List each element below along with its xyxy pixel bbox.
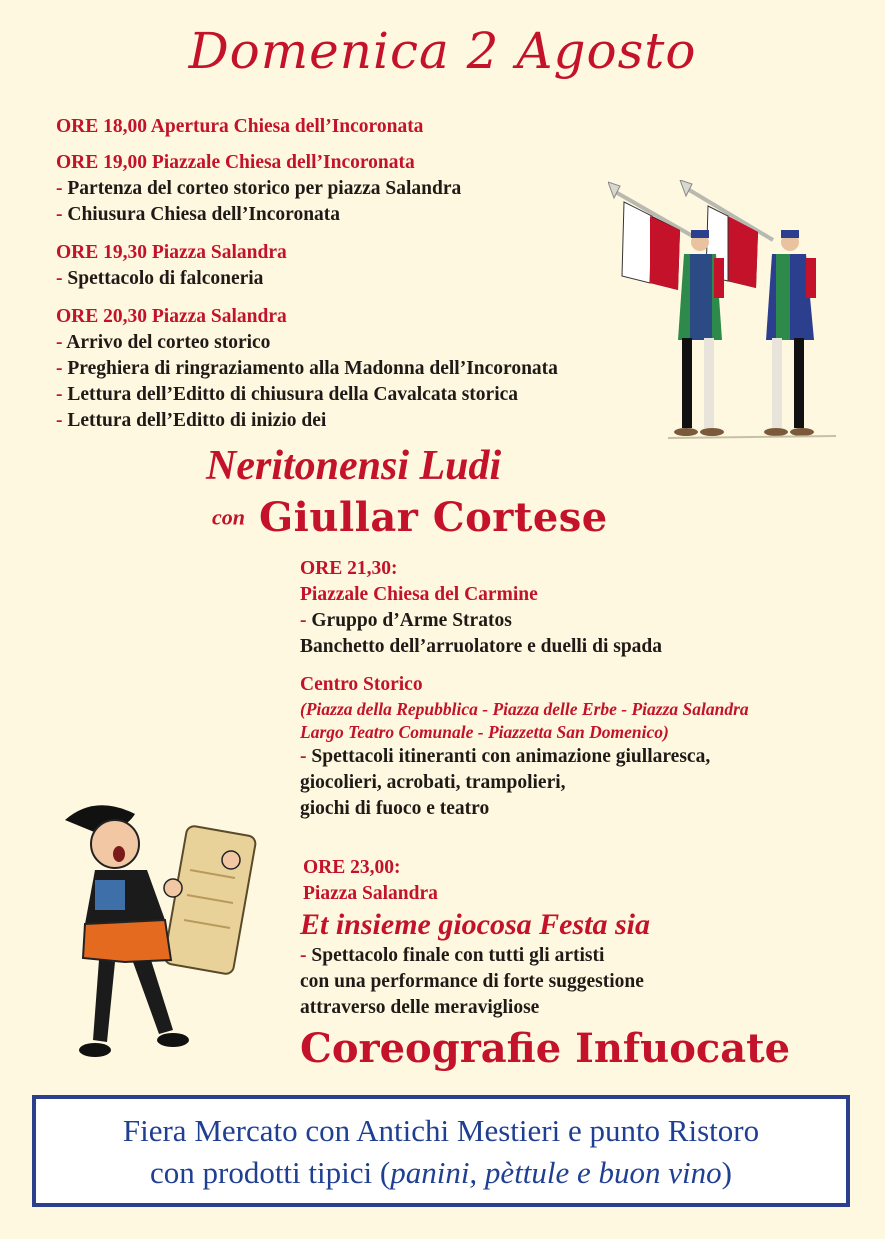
giullar-line (212, 494, 608, 541)
block-item: - Spettacolo finale con tutti gli artisti (300, 945, 605, 966)
block-2300 (300, 855, 650, 1021)
ludi-title: Neritonensi Ludi (206, 443, 502, 489)
block-line: giochi di fuoco e teatro (300, 798, 490, 819)
trumpeters-illustration (608, 180, 838, 450)
block-line: giocolieri, acrobati, trampolieri, (300, 772, 566, 793)
schedule-time: ORE 19,00 Piazzale Chiesa dell’Incoronata (56, 152, 415, 173)
block-line: con una performance di forte suggestione (300, 971, 644, 992)
schedule-item: - Lettura dell’Editto di inizio dei (56, 410, 327, 431)
schedule-item: - Spettacolo di falconeria (56, 268, 264, 289)
block-item: - Spettacoli itineranti con animazione giullaresca, (300, 746, 711, 767)
schedule-item: - Partenza del corteo storico per piazza Salandra (56, 178, 462, 199)
block-line: attraverso delle meravigliose (300, 997, 540, 1018)
schedule-item: - Preghiera di ringraziamento alla Madonna dell’Incoronata (56, 358, 558, 379)
block-item: - Gruppo d’Arme Stratos (300, 610, 512, 631)
schedule-2030 (56, 304, 558, 434)
schedule-item: - Lettura dell’Editto di chiusura della Cavalcata storica (56, 384, 519, 405)
block-time: ORE 21,30: (300, 558, 398, 579)
schedule-1900 (56, 150, 461, 228)
fiera-line2: con prodotti tipici (panini, pèttule e buon vino) (149, 1155, 732, 1190)
block-time: ORE 23,00: (303, 857, 401, 878)
block-detail: Banchetto dell’arruolatore e duelli di spada (300, 636, 663, 657)
schedule-item: - Chiusura Chiesa dell’Incoronata (56, 204, 341, 225)
block-places: (Piazza della Repubblica - Piazza delle Erbe - Piazza Salandra (300, 699, 749, 719)
block-title: Centro Storico (300, 674, 423, 695)
con-label: con (212, 504, 245, 530)
schedule-time: ORE 20,30 Piazza Salandra (56, 306, 287, 327)
schedule-item: - Arrivo del corteo storico (56, 332, 271, 353)
block-2130 (300, 556, 662, 660)
block-place: Piazzale Chiesa del Carmine (300, 584, 538, 605)
block-centro-storico (300, 672, 749, 822)
schedule-1930 (56, 240, 287, 292)
schedule-time: ORE 19,30 Piazza Salandra (56, 242, 287, 263)
giullar-title: Giullar Cortese (259, 494, 608, 541)
block-place: Piazza Salandra (303, 883, 438, 904)
coreografie-title: Coreografie Infuocate (300, 1025, 791, 1072)
jester-illustration (55, 800, 275, 1070)
festa-title: Et insieme giocosa Festa sia (300, 908, 651, 941)
page-title: Domenica 2 Agosto (188, 22, 697, 80)
schedule-time: ORE 18,00 Apertura Chiesa dell’Incoronata (56, 116, 424, 137)
block-places: Largo Teatro Comunale - Piazzetta San Domenico) (300, 722, 669, 742)
fiera-box (32, 1095, 850, 1207)
fiera-line1: Fiera Mercato con Antichi Mestieri e punto Ristoro (122, 1113, 760, 1148)
schedule-1800 (56, 114, 423, 140)
